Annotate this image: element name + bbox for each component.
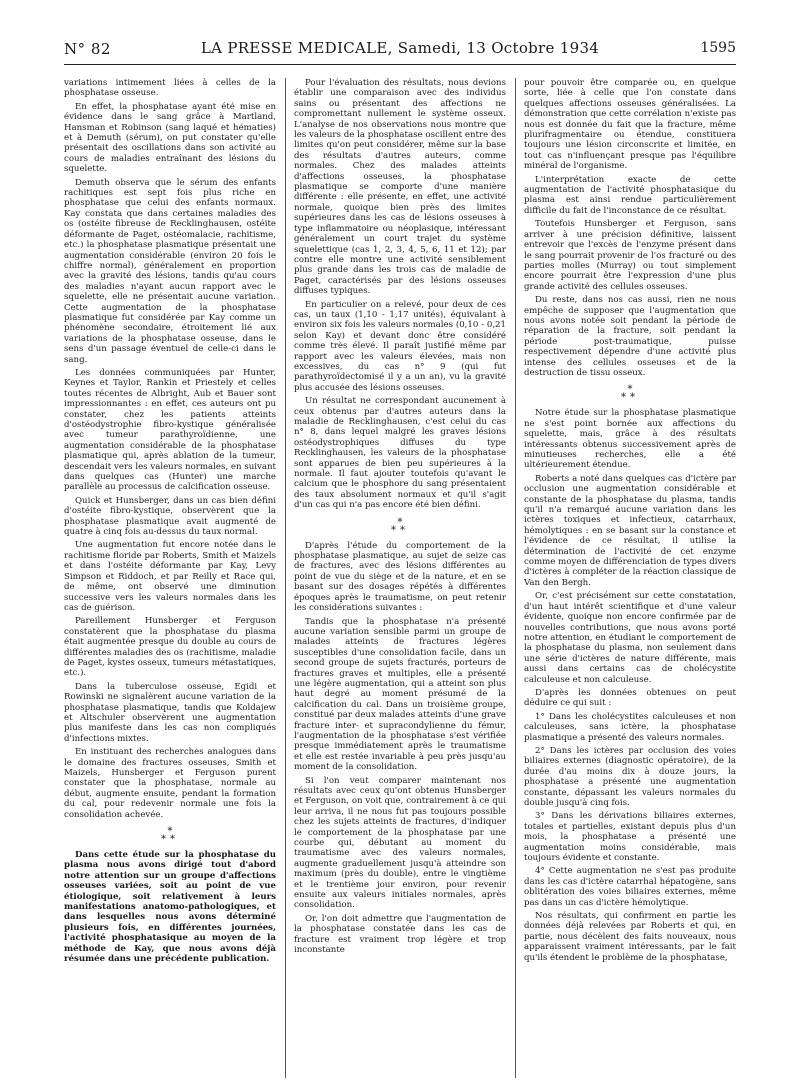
paragraph: Si l'on veut comparer maintenant nos résultats avec ceux qu'ont obtenus Hunsberger et Ferguson, on voit que, contrairement à ce qui leur arriva, il ne nous fut pas toujours possible chez les sujets atteints de fractures, d'indiquer le comportement de la phosphatase par une courbe qui, débutant au moment du traumatisme avec des valeurs normales, augmente graduellement jusqu'à atteindre son maximum (près du double), entre le vingtième et le trentième jour environ, pour revenir ensuite aux valeurs initiales normales, après consolidation.	[294, 775, 506, 911]
section-separator: * **	[161, 826, 179, 846]
paragraph: Nos résultats, qui confirment en partie les données déjà relevées par Roberts et qui, en partie, nous décèlent des faits nouveaux, nous apparaissent vraiment intéressants, par le fait qu'ils étendent le problème de la phosphatase,	[524, 911, 736, 963]
paragraph: Une augmentation fut encore notée dans le rachitisme floride par Roberts, Smith et Maizels et dans l'ostéite déformante par Kay, Levy Simpson et Riddoch, et par Reilly et Race qui, de même, ont observé une diminution successive vers les valeurs normales dans les cas de guérison.	[64, 540, 276, 613]
paragraph: Roberts a noté dans quelques cas d'ictère par occlusion une augmentation considérable et constante de la phosphatase du plasma, tandis qu'il n'a remarqué aucune variation dans les ictères toxiques et infectieux, catarrhaux, hémolytiques : en se basant sur la constance et l'évidence de ce résultat, il utilise la détermination de l'activité de cet enzyme comme moyen de différenciation de types divers d'ictères à compléter de la réaction classique de Van den Bergh.	[524, 473, 736, 588]
column-1	[64, 78, 276, 1078]
paragraph: 2° Dans les ictères par occlusion des voies biliaires externes (diagnostic opératoire), de la durée d'au moins dix à douze jours, la phosphatase a présenté une augmentation constante, dépassant les valeurs normales du double jusqu'à cinq fois.	[524, 745, 736, 808]
paragraph: Notre étude sur la phosphatase plasmatique ne s'est point bornée aux affections du squelette, mais, grâce à des résultats intéressants obtenus successivement après de minutieuses recherches, elle a été ultérieurement étendue.	[524, 408, 736, 471]
paragraph: D'après les données obtenues on peut déduire ce qui suit :	[524, 687, 736, 709]
paragraph: pour pouvoir être comparée ou, en quelque sorte, liée à celle que l'on constate dans quelques affections osseuses généralisées. La démonstration que cette corrélation n'existe pas nous est donnée du fait que la fracture, même plurifragmentaire ou étendue, constituera toujours une lésion circonscrite et limitée, en tout cas n'influençant presque pas l'équilibre minéral de l'organisme.	[524, 78, 736, 172]
paragraph: D'après l'étude du comportement de la phosphatase plasmatique, au sujet de seize cas de fractures, avec des lésions différentes au point de vue du siège et de la nature, et en se basant sur des dosages répétés à différentes époques après le traumatisme, on peut retenir les considérations suivantes :	[294, 540, 506, 614]
paragraph: Un résultat ne correspondant aucunement à ceux obtenus par d'autres auteurs dans la maladie de Recklinghausen, c'est celui du cas n° 8, dans lequel malgré les graves lésions ostéodystrophiques diffuses du type Recklinghausen, les valeurs de la phosphatase sont apparues de bien peu supérieures à la normale. Il faut ajouter toutefois qu'avant le calcium que le phosphore du sang présentaient des taux absolument normaux et qu'il s'agit d'un cas qui n'a pas encore été bien défini.	[294, 396, 506, 511]
paragraph: En effet, la phosphatase ayant été mise en évidence dans le sang grâce à Martland, Hansman et Robinson (sang laqué et hématies) et à Demuth (sérum), on put constater qu'elle présentait des oscillations dans son activité au cours de maladies entraînant des lésions du squelette.	[64, 101, 276, 175]
paragraph: Les données communiquées par Hunter, Keynes et Taylor, Rankin et Priestely et celles toutes récentes de Albright, Aub et Bauer sont impressionnantes : en effet, ces auteurs ont pu constater, chez les patients atteints d'ostéodystrophie fibro-kystique généralisée avec tumeur parathyroïdienne, une augmentation considérable de la phosphatase plasmatique qui, après ablation de la tumeur, descendait vers les valeurs normales, en suivant dans quelques cas (Hunter) une marche parallèle au processus de calcification osseuse.	[64, 367, 276, 493]
column-3	[524, 78, 736, 1078]
paragraph: Demuth observa que le sérum des enfants rachitiques est sept fois plus riche en phosphatase que celui des enfants normaux. Kay constata que dans certaines maladies des os (ostéite fibreuse de Recklinghausen, ostéite déformante de Paget, ostéomalacie, rachitisme, etc.) la phosphatase plasmatique présentait une augmentation considérable (environ 20 fois le chiffre normal), généralement en proportion avec la gravité des lésions, tandis qu'au cours des maladies n'ayant aucun rapport avec le squelette, elle ne présentait aucune variation. Cette augmentation de la phosphatase plasmatique fut considérée par Kay comme un phénomène secondaire, étroitement lié aux variations de la phosphatase osseuse, dans le sens d'un passage éventuel de celle-ci dans le sang.	[64, 177, 276, 365]
paragraph: 1° Dans les cholécystites calculeuses et non calculeuses, sans ictère, la phosphatase plasmatique a présenté des valeurs normales.	[524, 711, 736, 743]
paragraph: L'interprétation exacte de cette augmentation de l'activité phosphatasique du plasma est ainsi rendue particulièrement difficile du fait de l'inconstance de ce résultat.	[524, 174, 736, 216]
paragraph: 3° Dans les dérivations biliaires externes, totales et partielles, existant depuis plus d'un mois, la phosphatase a présenté une augmentation moins considérable, mais toujours évidente et constante.	[524, 811, 736, 864]
issue-number: N° 82	[64, 40, 111, 58]
paragraph: En particulier on a relevé, pour deux de ces cas, un taux (1,10 - 1,17 unités), équivalant à environ six fois les valeurs normales (0,10 - 0,21 selon Kay) et devant donc être considéré comme très élevé. Il paraît justifié même par rapport avec les valeurs élevées, mais non excessives, du cas n° 9 (qui fut parathyroïdectomisé il y a un an), vu la gravité plus accusée des lésions osseuses.	[294, 299, 506, 393]
paragraph: Toutefois Hunsberger et Ferguson, sans arriver à une précision définitive, laissent entrevoir que l'excès de l'enzyme présent dans le sang pourrait provenir de l'os fracturé ou des parties molles (Murray) ou tout simplement encore pourrait être l'expression d'une plus grande activité des cellules osseuses.	[524, 219, 736, 292]
column-2	[294, 78, 506, 1078]
article-columns	[64, 78, 736, 1078]
paragraph: 4° Cette augmentation ne s'est pas produite dans les cas d'ictère catarrhal hépatogène, sans oblitération des voies biliaires externes, même pas dans un cas d'ictère hémolytique.	[524, 866, 736, 908]
journal-title: LA PRESSE MEDICALE, Samedi, 13 Octobre 1934	[200, 39, 600, 57]
paragraph: Du reste, dans nos cas aussi, rien ne nous empêche de supposer que l'augmentation que nous avons notée soit pendant la période de réparation de la fracture, soit pendant la période post-traumatique, puisse respectivement dépendre d'une activité plus intense des cellules osseuses et de la destruction de tissu osseux.	[524, 295, 736, 378]
paragraph: Pour l'évaluation des résultats, nous devions établir une comparaison avec des individus sains ou présentant des affections ne compromettant nullement le système osseux. L'analyse de nos observations nous montre que les valeurs de la phosphatase oscillent entre des limites qu'on peut considérer, même sur la base des résultats d'autres auteurs, comme normales. Chez des malades atteints d'affections osseuses, la phosphatase plasmatique se comporte d'une manière différente : elle présente, en effet, une activité normale, quoique bien près des limites supérieures dans les cas de lésions osseuses à type inflammatoire ou néoplasique, intéressant généralement un court trajet du système squelettique (cas 1, 2, 3, 4, 5, 6, 11 et 12); par contre elle montre une activité sensiblement plus grande dans les trois cas de maladie de Paget, caractérisés par des lésions osseuses diffuses typiques.	[294, 78, 506, 297]
column-divider	[515, 78, 516, 1078]
paragraph: En instituant des recherches analogues dans le domaine des fractures osseuses, Smith et Maizels, Hunsberger et Ferguson purent constater que la phosphatase, normale au début, augmente ensuite, pendant la formation du cal, pour redevenir normale une fois la consolidation achevée.	[64, 747, 276, 820]
paragraph: Pareillement Hunsberger et Ferguson constatèrent que la phosphatase du plasma était augmentée presque du double au cours de différentes maladies des os (rachitisme, maladie de Paget, kystes osseux, tumeurs métastatiques, etc.).	[64, 616, 276, 679]
paragraph: Dans cette étude sur la phosphatase du plasma nous avons dirigé tout d'abord notre attention sur un groupe d'affections osseuses variées, soit au point de vue étiologique, soit relativement à leurs manifestations anatomo-pathologiques, et dans lesquelles nous avons déterminé plusieurs fois, en différentes journées, l'activité phosphatasique au moyen de la méthode de Kay, que nous avons déjà résumée dans une précédente publication.	[64, 850, 276, 965]
paragraph: Dans la tuberculose osseuse, Egidi et Rowinski ne signalèrent aucune variation de la phosphatase plasmatique, tandis que Koldajew et Altschuler observèrent une augmentation plus manifeste dans les cas non compliqués d'infections mixtes.	[64, 681, 276, 744]
section-separator: * **	[391, 516, 409, 536]
paragraph: Tandis que la phosphatase n'a présenté aucune variation sensible parmi un groupe de malades atteints de fractures légères susceptibles d'une consolidation facile, dans un second groupe de sujets fracturés, porteurs de fractures graves et multiples, elle a présenté une légère augmentation, qui a atteint son plus haut degré au moment présumé de la calcification du cal. Dans un troisième groupe, constitué par deux malades atteints d'une grave fracture inter- et supracondylienne du fémur, l'augmentation de la phosphatase s'est vérifiée presque immédiatement après le traumatisme et elle est restée invariable à peu près jusqu'au moment de la consolidation.	[294, 616, 506, 773]
page-header	[64, 36, 736, 65]
paragraph: variations intimement liées à celles de la phosphatase osseuse.	[64, 78, 276, 99]
page-number: 1595	[700, 40, 736, 56]
paragraph: Or, c'est précisément sur cette constatation, d'un haut intérêt scientifique et d'une valeur évidente, quoique non encore confirmée par de nouvelles contributions, que nous avons porté notre attention, en étudiant le comportement de la phosphatase du plasma, non seulement dans une série d'ictères de nature différente, mais aussi dans certains cas de cholécystite calculeuse et non calculeuse.	[524, 591, 736, 685]
column-divider	[285, 78, 286, 1078]
section-separator: * **	[621, 384, 639, 404]
paragraph: Quick et Hunsberger, dans un cas bien défini d'ostéite fibro-kystique, observèrent que la phosphatase plasmatique avait augmenté de quatre à cinq fois au-dessus du taux normal.	[64, 495, 276, 538]
paragraph: Or, l'on doit admettre que l'augmentation de la phosphatase constatée dans les cas de fracture est vraiment trop légère et trop inconstante	[294, 913, 506, 956]
